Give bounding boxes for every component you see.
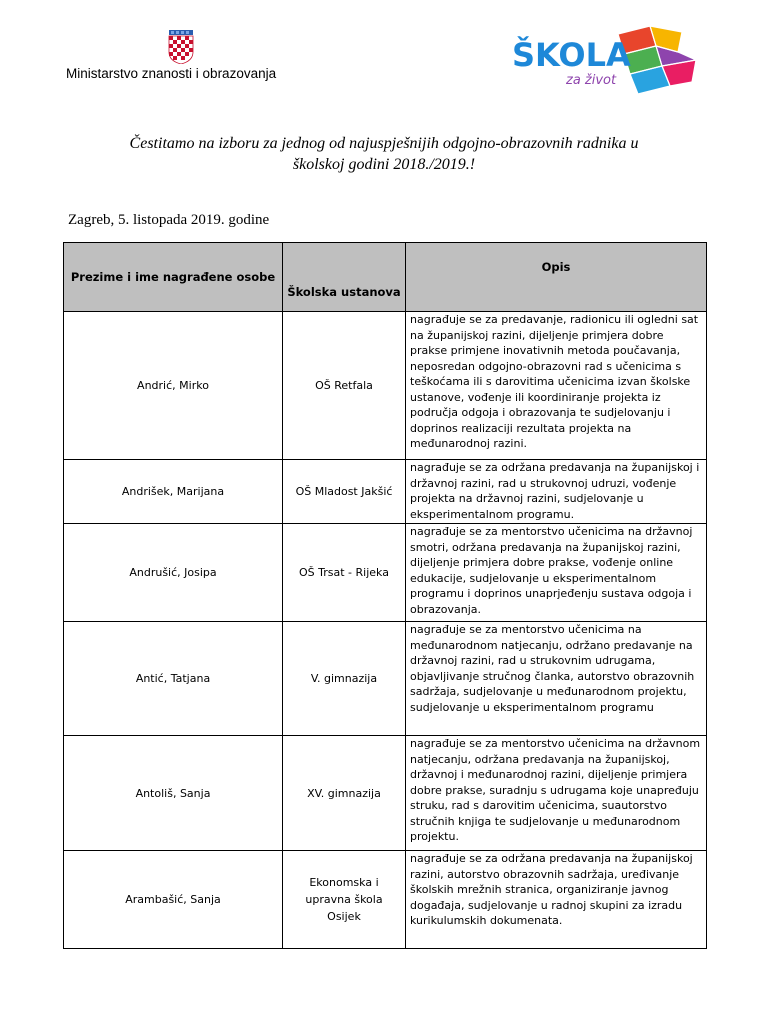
- congrats-line-1: Čestitamo na izboru za jednog od najuspješnijih odgojno-obrazovnih radnika u: [129, 135, 639, 152]
- school-name: OŠ Retfala: [283, 312, 406, 460]
- school-name: Ekonomska i upravna škola Osijek: [283, 851, 406, 949]
- award-description: nagrađuje se za održana predavanja na županijskoj razini, autorstvo obrazovnih sadržaja, uređivanje školskih mrežnih stranica, organiziranje javnog događaja, sudjelovanje u radnoj skupini za izradu kurikulumskih dokumenata.: [406, 851, 707, 949]
- school-name: OŠ Mladost Jakšić: [283, 460, 406, 524]
- award-description: nagrađuje se za predavanje, radionicu ili ogledni sat na županijskoj razini, dijeljenje primjera dobre prakse primjene inovativnih metoda poučavanja, neposredan odgojno-obrazovni rad s učenicima s teškoćama ili s darovitima učenicima izvan školske ustanove, vođenje ili koordiniranje projekta iz područja odgoja i obrazovanja te sudjelovanju i doprinos realizaciji rezultata projekta na međunarodnoj razini.: [406, 312, 707, 460]
- table-row: [64, 460, 707, 524]
- awardee-name: Antić, Tatjana: [64, 622, 283, 736]
- ministry-name: Ministarstvo znanosti i obrazovanja: [66, 66, 277, 81]
- awardee-name: Andrić, Mirko: [64, 312, 283, 460]
- table-row: [64, 312, 707, 460]
- school-name: XV. gimnazija: [283, 736, 406, 851]
- croatian-coat-of-arms-icon: [168, 30, 194, 64]
- letterhead: [0, 0, 768, 100]
- table-row: [64, 736, 707, 851]
- award-description: nagrađuje se za održana predavanja na županijskoj i državnoj razini, rad u strukovnoj udruzi, vođenje projekta na državnoj razini, sudjelovanje u eksperimentalnom programu.: [406, 460, 707, 524]
- table-row: [64, 524, 707, 622]
- school-name: V. gimnazija: [283, 622, 406, 736]
- awardee-name: Andrišek, Marijana: [64, 460, 283, 524]
- table-row: [64, 851, 707, 949]
- logo-main-text: ŠKOLA: [512, 36, 631, 74]
- column-header-description: Opis: [406, 243, 707, 312]
- date-line: Zagreb, 5. listopada 2019. godine: [68, 212, 270, 228]
- awardee-name: Arambašić, Sanja: [64, 851, 283, 949]
- congratulations-text: [80, 133, 688, 175]
- skola-za-zivot-logo: [510, 24, 700, 98]
- award-description: nagrađuje se za mentorstvo učenicima na međunarodnom natjecanju, održano predavanje na državnoj razini, rad u strukovnim udrugama, objavljivanje stručnog članka, autorstvo obrazovnih sadržaja, sudjelovanje u međunarodnom projektu, sudjelovanje u eksperimentalnom programu: [406, 622, 707, 736]
- table-header-row: [64, 243, 707, 312]
- awardee-name: Antoliš, Sanja: [64, 736, 283, 851]
- logo-sub-text: za život: [566, 73, 617, 88]
- table-row: [64, 622, 707, 736]
- column-header-school: Školska ustanova: [283, 243, 406, 312]
- award-description: nagrađuje se za mentorstvo učenicima na državnoj smotri, održana predavanja na županijskoj razini, dijeljenje primjera dobre prakse, vođenje online edukacije, sudjelovanje u eksperimentalnom programu i doprinos unaprjeđenju sustava odgoja i obrazovanja.: [406, 524, 707, 622]
- column-header-name: Prezime i ime nagrađene osobe: [64, 243, 283, 312]
- awards-table: [63, 242, 707, 949]
- award-description: nagrađuje se za mentorstvo učenicima na državnom natjecanju, održana predavanja na županijskoj, državnoj i međunarodnoj razini, dijeljenje primjera dobre prakse, suradnju s udrugama koje unapređuju struku, rad s darovitim učenicima, suautorstvo stručnih knjiga te sudjelovanje u međunarodnom projektu.: [406, 736, 707, 851]
- school-name: OŠ Trsat - Rijeka: [283, 524, 406, 622]
- awardee-name: Andrušić, Josipa: [64, 524, 283, 622]
- congrats-line-2: školskoj godini 2018./2019.!: [292, 156, 476, 173]
